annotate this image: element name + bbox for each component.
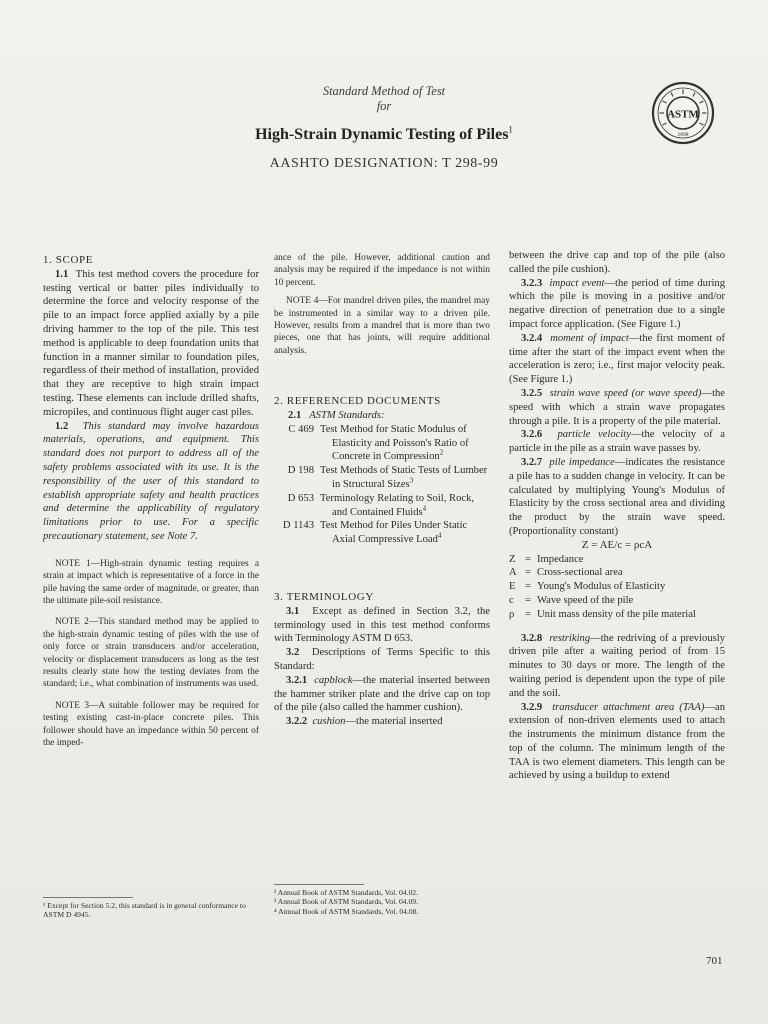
para-number: 3.2.7 <box>521 456 543 468</box>
para-text: Descriptions of Terms Specific to this Standard: <box>274 647 491 672</box>
term: moment of impact <box>550 332 629 344</box>
reference-title-text: Test Methods of Static Tests of Lumber in Structural Sizes <box>320 465 488 491</box>
definition-text: Unit mass density of the pile material <box>537 608 696 620</box>
para-number: 3.2.4 <box>521 332 543 344</box>
paragraph-3-1 <box>274 605 490 646</box>
definition-text: Impedance <box>537 553 584 565</box>
definition-symbol: c <box>509 594 514 606</box>
definition-symbol: A <box>509 567 517 579</box>
astm-seal-icon <box>651 81 715 145</box>
section-1-heading: 1. SCOPE <box>43 254 94 266</box>
para-text: —an extension of non-driven elements used to attach the instruments the minimum distance from the top of the column. The minimum length of the TAA is two element diameters. This length can be achieved by using a buildup to extend <box>509 701 725 782</box>
footnote-text: ¹ Except for Section 5.2, this standard is in general conformance to ASTM D 4945. <box>43 901 246 920</box>
equals-sign: = <box>525 567 531 579</box>
definition-row <box>509 580 725 594</box>
term: capblock <box>314 674 353 686</box>
reference-code: C 469 <box>288 423 314 435</box>
header-line-2: for <box>376 99 392 113</box>
paragraph-3-2-2 <box>274 715 490 729</box>
column-1 <box>43 254 259 749</box>
para-text: —the velocity of a particle in the pile as a strain wave passes by. <box>509 429 725 455</box>
definition-symbol: ρ <box>509 608 515 620</box>
paragraph-1-1 <box>43 268 259 420</box>
reference-item <box>274 492 490 520</box>
reference-footnote-marker: 4 <box>422 504 427 513</box>
para-number: 3.2.5 <box>521 387 543 399</box>
term: transducer attachment area (TAA) <box>552 701 705 713</box>
reference-title-text: Test Method for Static Modulus of Elasticity and Poisson's Ratio of Concrete in Compression <box>320 423 469 463</box>
note-2: NOTE 2—This standard method may be applied to the high-strain dynamic testing of piles with the use of only force or strain transducers and/or acceleration, velocity or displacement transducers as long as the test results clearly state how the testing deviates from the standard; i.e., what combination of instruments was used. <box>43 617 259 690</box>
para-text: —the redriving of a previously driven pile after a waiting period of from 15 minutes to 30 days or more. The length of the waiting period is dependent upon the type of pile and the soil. <box>509 632 725 699</box>
reference-title <box>320 423 490 464</box>
reference-title <box>320 464 490 492</box>
paragraph-3-2 <box>274 646 490 674</box>
definition-row <box>509 594 725 608</box>
reference-title-text: Test Method for Piles Under Static Axial Compressive Load <box>320 520 468 546</box>
para-text: —the period of time during which the pile is moving in a positive and/or negative direction of penetration due to a single impact force application. (See Figure 1.) <box>509 277 726 330</box>
seal-year: 1898 <box>677 132 689 138</box>
equals-sign: = <box>525 594 531 606</box>
equals-sign: = <box>525 581 531 593</box>
para-number: 3.1 <box>286 605 300 617</box>
paragraph-3-2-5 <box>509 387 725 428</box>
footnotes-2-4 <box>274 884 490 916</box>
title-footnote-marker: 1 <box>508 124 513 135</box>
term: strain wave speed (or wave speed) <box>549 387 702 399</box>
reference-code: D 1143 <box>282 520 314 532</box>
definition-symbol: E <box>509 581 516 593</box>
reference-code: D 198 <box>287 465 314 477</box>
reference-title-text: Terminology Relating to Soil, Rock, and Contained Fluids <box>320 492 475 518</box>
reference-item <box>274 423 490 464</box>
paragraph-2-1 <box>274 409 490 423</box>
column-2 <box>274 252 490 729</box>
equals-sign: = <box>525 608 531 620</box>
reference-item <box>274 519 490 547</box>
note-4: NOTE 4—For mandrel driven piles, the mandrel may be instrumented in a similar way to a driven pile. However, results from a mandrel that is more than two pieces, one that has joints, will require additional analysis. <box>274 296 490 356</box>
reference-code: D 653 <box>287 492 314 504</box>
equals-sign: = <box>525 553 531 565</box>
term: particle velocity <box>557 429 631 441</box>
definition-text: Wave speed of the pile <box>537 594 634 606</box>
para-number: 1.2 <box>55 420 69 432</box>
term: restriking <box>549 632 591 644</box>
para-number: 3.2.8 <box>521 632 543 644</box>
definition-row <box>509 553 725 567</box>
definition-row <box>509 608 725 622</box>
reference-item <box>274 464 490 492</box>
footnote-3: ³ Annual Book of ASTM Standards, Vol. 04.09. <box>274 897 418 907</box>
para-text: —the first moment of time after the start of the impact event when the acceleration is zero; i.e., first major velocity peak. (See Figure 1.) <box>509 332 725 386</box>
term: cushion <box>312 716 346 728</box>
definition-row <box>509 566 725 580</box>
paragraph-3-2-8 <box>509 632 725 701</box>
column-3 <box>509 249 725 783</box>
note-3-continued: ance of the pile. However, additional caution and analysis may be required if the impedance is not within 10 percent. <box>274 253 490 288</box>
reference-footnote-marker: 3 <box>409 476 414 485</box>
term: impact event <box>549 277 605 289</box>
variable-definitions <box>509 553 725 622</box>
title-text: High-Strain Dynamic Testing of Piles <box>255 126 509 143</box>
note-1: NOTE 1—High-strain dynamic testing requires a strain at impact which is representative of a force in the pile having the same order of magnitude, or greater, than the ultimate pile-soil resistance. <box>43 558 259 606</box>
footnote-1 <box>43 897 263 920</box>
paragraph-3-2-2-continued: between the drive cap and top of the pile (also called the pile cushion). <box>509 250 725 275</box>
paragraph-3-2-9 <box>509 701 725 784</box>
definition-text: Young's Modulus of Elasticity <box>537 581 666 593</box>
paragraph-3-2-4 <box>509 332 725 387</box>
impedance-formula: Z = AE/c = ρcA <box>581 538 653 551</box>
para-number: 3.2.9 <box>521 701 543 713</box>
reference-title <box>320 519 490 547</box>
term: pile impedance <box>549 456 615 468</box>
reference-footnote-marker: 2 <box>439 448 444 457</box>
reference-title <box>320 492 490 520</box>
para-text: Except as defined in Section 3.2, the terminology used in this test method conforms with Terminology ASTM D 653. <box>274 605 491 645</box>
reference-list <box>274 423 490 547</box>
section-3-heading: 3. TERMINOLOGY <box>274 591 374 604</box>
para-number: 3.2 <box>286 647 300 659</box>
para-text: —the material inserted between the hammer striker plate and the drive cap on top of the pile (also called the hammer cushion). <box>274 674 491 714</box>
reference-footnote-marker: 4 <box>437 531 442 540</box>
para-number: 2.1 <box>288 410 302 422</box>
para-text: —the material inserted <box>345 716 443 728</box>
para-text: —indicates the resistance a pile has to a sudden change in velocity. It can be calculated by multiplying Young's Modulus of Elasticity by the cross sectional area and dividing the product by the strain wave speed. (Proportionality constant) <box>509 456 725 537</box>
para-text: ASTM Standards: <box>309 410 385 422</box>
paragraph-3-2-6 <box>509 428 725 456</box>
para-number: 3.2.6 <box>521 429 543 441</box>
footnote-rule <box>43 897 133 898</box>
page-number: 701 <box>706 955 723 967</box>
para-number: 1.1 <box>55 268 69 280</box>
footnote-rule <box>274 884 364 885</box>
paragraph-3-2-3 <box>509 277 725 332</box>
note-3: NOTE 3—A suitable follower may be required for testing existing cast-in-place concrete piles. This follower should have an impedance within 50 percent of the imped- <box>43 700 259 749</box>
definition-text: Cross-sectional area <box>537 567 623 579</box>
section-2-heading: 2. REFERENCED DOCUMENTS <box>274 395 441 408</box>
para-text: —the speed with which a strain wave propagates through a pile. It is a property of the pile material. <box>509 387 726 427</box>
header-line-1: Standard Method of Test <box>322 84 446 98</box>
para-number: 3.2.1 <box>286 674 308 686</box>
seal-center-text: ASTM <box>667 108 699 121</box>
para-number: 3.2.3 <box>521 277 543 289</box>
definition-symbol: Z <box>509 553 516 565</box>
para-number: 3.2.2 <box>286 716 308 728</box>
paragraph-3-2-1 <box>274 674 490 715</box>
footnote-4: ⁴ Annual Book of ASTM Standards, Vol. 04.08. <box>274 906 419 916</box>
footnote-2: ² Annual Book of ASTM Standards, Vol. 04.02. <box>274 888 418 897</box>
paragraph-1-2 <box>43 420 259 544</box>
para-text: This standard may involve hazardous materials, operations, and equipment. This standard does not purport to address all of the safety problems associated with its use. It is the responsibility of the user of this standard to establish appropriate safety and health practices and determine the applicability of regulatory limitations prior to use. For a specific precautionary statement, see Note 7. <box>43 420 259 542</box>
para-text: This test method covers the procedure for testing vertical or batter piles individually to determine the force and velocity response of the pile to an impact force applied axially by a pile driving hammer to the top of the pile. This test method is applicable to deep foundation units that function in a manner similar to foundation piles, regardless of their method of installation, provided that they are receptive to high strain impact testing. These elements can include drilled shafts, micropiles, and continuous flight auger cast piles. <box>43 268 259 418</box>
designation: AASHTO DESIGNATION: T 298-99 <box>269 156 499 171</box>
paragraph-3-2-7 <box>509 456 725 539</box>
